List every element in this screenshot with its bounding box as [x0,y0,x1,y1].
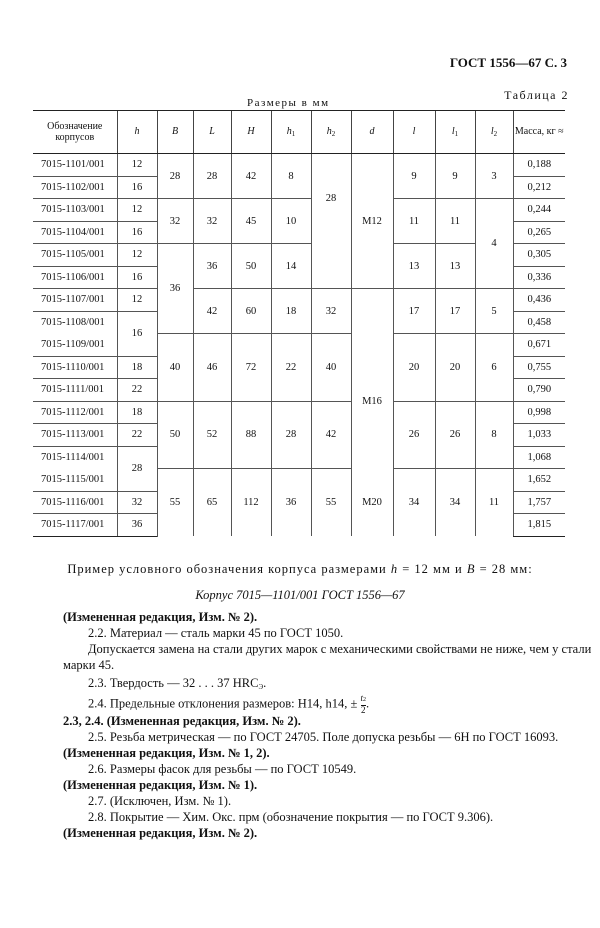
fraction: $\frac{t2}{2}$ [360,693,367,715]
L-cell: 65 [193,469,231,537]
mass-cell: 0,998 [513,401,565,424]
mass-cell: 0,671 [513,334,565,357]
mass-cell: 1,652 [513,469,565,492]
mass-cell: 1,815 [513,514,565,537]
h-cell: 12 [117,289,157,312]
designation-cell: 7015-1101/001 [33,154,117,177]
h1-cell: 28 [271,401,311,469]
col-L: L [193,111,231,154]
h-cell: 16 [117,221,157,244]
designation-cell: 7015-1117/001 [33,514,117,537]
l2-cell: 5 [475,289,513,334]
h2-cell: 40 [311,334,351,402]
paragraph-2-5: 2.5. Резьба метрическая — по ГОСТ 24705. Поле допуска резьбы — 6H по ГОСТ 16093. [88,730,559,744]
h-cell: 16 [117,266,157,289]
h1-cell: 10 [271,199,311,244]
paragraph-2-7: 2.7. (Исключен, Изм. № 1). [88,794,232,808]
col-l: l [393,111,435,154]
l-cell: 20 [393,334,435,402]
mass-cell: 0,436 [513,289,565,312]
designation-cell: 7015-1105/001 [33,244,117,267]
l1-cell: 17 [435,289,475,334]
h-cell: 18 [117,401,157,424]
h1-cell: 18 [271,289,311,334]
col-mass: Масса, кг ≈ [513,111,565,154]
L-cell: 46 [193,334,231,402]
paragraph-2-3: 2.3. Твердость — 32 . . . 37 $HRC_Э$. [88,676,267,691]
h2-cell: 55 [311,469,351,537]
B-cell: 40 [157,334,193,402]
l1-cell: 20 [435,334,475,402]
l2-cell: 3 [475,154,513,199]
mass-cell: 0,212 [513,176,565,199]
col-l1: $l_1$ [435,111,475,154]
L-cell: 28 [193,154,231,199]
h-cell: 36 [117,514,157,537]
mass-cell: 0,244 [513,199,565,222]
table-row [33,289,565,312]
l2-cell: 11 [475,469,513,537]
table-caption: Размеры в мм [247,97,330,109]
mass-cell: 0,188 [513,154,565,177]
col-l2: $l_2$ [475,111,513,154]
designation-cell: 7015-1113/001 [33,424,117,447]
B-cell: 28 [157,154,193,199]
dimensions-table [33,110,565,537]
l-cell: 34 [393,469,435,537]
l2-cell: 6 [475,334,513,402]
d-cell: M12 [351,154,393,289]
table-header-row [33,111,565,154]
paragraph-2-4: 2.4. Предельные отклонения размеров: H14, h14, ± $\frac{t2}{2}$ . [88,693,370,715]
l2-cell: 4 [475,199,513,289]
paragraph-2-2: 2.2. Материал — сталь марки 45 по ГОСТ 1050. [88,626,344,640]
revision-note: (Измененная редакция, Изм. № 1). [63,778,258,792]
col-h1: $h_1$ [271,111,311,154]
designation-cell: 7015-1109/001 [33,334,117,357]
col-h2: $h_2$ [311,111,351,154]
h2-cell: 42 [311,401,351,469]
designation-cell: 7015-1103/001 [33,199,117,222]
d-cell: M20 [351,469,393,537]
h-cell: 22 [117,379,157,402]
H-cell: 88 [231,401,271,469]
mass-cell: 0,458 [513,311,565,334]
mass-cell: 0,265 [513,221,565,244]
B-cell: 50 [157,401,193,469]
table-row [33,154,565,177]
designation-cell: 7015-1111/001 [33,379,117,402]
designation-cell: 7015-1110/001 [33,356,117,379]
H-cell: 50 [231,244,271,289]
h1-cell: 14 [271,244,311,289]
mass-cell: 1,068 [513,446,565,469]
paragraph-2-8: 2.8. Покрытие — Хим. Окс. прм (обозначение покрытия — по ГОСТ 9.306). [88,810,494,824]
designation-cell: 7015-1115/001 [33,469,117,492]
l-cell: 11 [393,199,435,244]
revision-note: (Измененная редакция, Изм. № 2). [63,826,258,840]
h-cell: 28 [117,446,157,491]
H-cell: 42 [231,154,271,199]
revision-note: (Измененная редакция, Изм. № 1, 2). [63,746,270,760]
L-cell: 52 [193,401,231,469]
revision-note: (Измененная редакция, Изм. № 2). [63,610,258,624]
h-cell: 12 [117,199,157,222]
designation-cell: 7015-1114/001 [41,452,105,463]
h2-cell-empty [311,244,351,289]
H-cell: 60 [231,289,271,334]
L-cell: 42 [193,289,231,334]
H-cell: 72 [231,334,271,402]
designation-cell: 7015-1112/001 [33,401,117,424]
d-cell: M16 [351,334,393,469]
l-cell: 9 [393,154,435,199]
l1-cell: 34 [435,469,475,537]
h-cell: 18 [117,356,157,379]
designation-cell: 7015-1102/001 [33,176,117,199]
l1-cell: 9 [435,154,475,199]
paragraph-2-2-note: Допускается замена на стали других марок с механическими свойствами не ниже, чем у стали [88,642,592,656]
l1-cell: 26 [435,401,475,469]
h2-cell: 32 [311,289,351,334]
paragraph-2-2-note-cont: марки 45. [63,658,115,672]
L-cell: 32 [193,199,231,244]
col-designation: Обозначение корпусов [33,111,117,154]
h1-cell: 36 [271,469,311,537]
H-cell: 112 [231,469,271,537]
h-cell: 16 [117,176,157,199]
revision-note: 2.3, 2.4. (Измененная редакция, Изм. № 2). [63,714,301,728]
B-cell: 55 [157,469,193,537]
designation-cell: 7015-1108/001 [41,317,105,328]
h-cell: 12 [117,244,157,267]
l1-cell: 11 [435,199,475,244]
B-cell: 32 [157,199,193,244]
h1-cell: 8 [271,154,311,199]
mass-cell: 0,790 [513,379,565,402]
H-cell: 45 [231,199,271,244]
table-row [33,469,565,492]
designation-cell: 7015-1104/001 [33,221,117,244]
L-cell: 36 [193,244,231,289]
h-cell: 16 [117,311,157,356]
paragraph-2-6: 2.6. Размеры фасок для резьбы — по ГОСТ 10549. [88,762,357,776]
mass-cell: 1,757 [513,491,565,514]
col-B: B [157,111,193,154]
table-label: Таблица 2 [504,88,569,102]
mass-cell: 0,755 [513,356,565,379]
l-cell: 17 [393,289,435,334]
h-cell: 22 [117,424,157,447]
mass-cell: 0,336 [513,266,565,289]
l2-cell: 8 [475,401,513,469]
col-h: h [117,111,157,154]
table-row [33,334,565,357]
B-cell: 36 [157,244,193,334]
example-heading: Пример условного обозначения корпуса размерами h = 12 мм и B = 28 мм: [67,562,533,576]
l-cell: 13 [393,244,435,289]
page-header: ГОСТ 1556—67 С. 3 [449,55,567,70]
example-designation: Корпус 7015—1101/001 ГОСТ 1556—67 [195,588,405,602]
h1-cell: 22 [271,334,311,402]
d-cell-empty [351,289,393,334]
l1-cell: 13 [435,244,475,289]
mass-cell: 0,305 [513,244,565,267]
l-cell: 26 [393,401,435,469]
table-row [33,199,565,222]
designation-cell: 7015-1116/001 [33,491,117,514]
col-d: d [351,111,393,154]
col-H: H [231,111,271,154]
designation-cell: 7015-1107/001 [33,289,117,312]
table-row [33,401,565,424]
h-cell: 12 [117,154,157,177]
h-cell: 32 [117,491,157,514]
designation-cell: 7015-1106/001 [33,266,117,289]
mass-cell: 1,033 [513,424,565,447]
h2-cell: 28 [311,154,351,244]
